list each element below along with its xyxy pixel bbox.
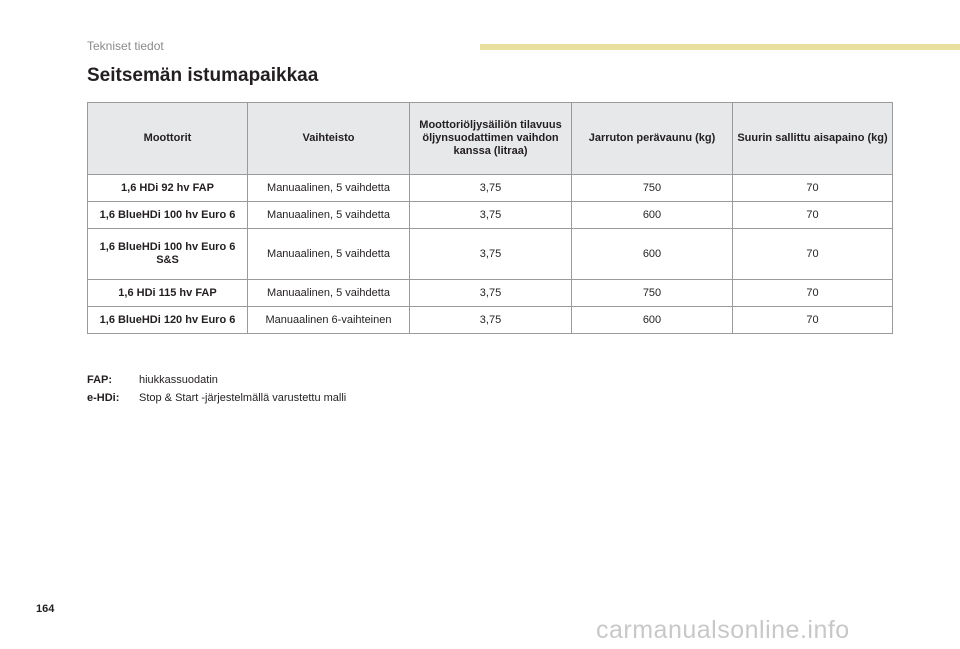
legend-item bbox=[87, 389, 346, 407]
table-row bbox=[88, 307, 893, 334]
cell-gearbox: Manuaalinen, 5 vaihdetta bbox=[248, 175, 410, 202]
cell-oil-capacity: 3,75 bbox=[410, 175, 572, 202]
cell-nose-weight: 70 bbox=[733, 175, 893, 202]
table-row bbox=[88, 202, 893, 229]
cell-engine: 1,6 HDi 115 hv FAP bbox=[88, 280, 248, 307]
table-row bbox=[88, 280, 893, 307]
cell-engine: 1,6 HDi 92 hv FAP bbox=[88, 175, 248, 202]
cell-engine: 1,6 BlueHDi 100 hv Euro 6 bbox=[88, 202, 248, 229]
legend-text: hiukkassuodatin bbox=[139, 374, 218, 386]
legend-text: Stop & Start -järjestelmällä varustettu malli bbox=[139, 392, 347, 404]
header-unbraked-trailer: Jarruton perävaunu (kg) bbox=[572, 103, 733, 175]
cell-unbraked-trailer: 600 bbox=[572, 229, 733, 280]
header-accent-bar bbox=[480, 44, 960, 50]
legend-key: FAP: bbox=[87, 374, 113, 386]
watermark: carmanualsonline.info bbox=[596, 616, 850, 644]
cell-engine: 1,6 BlueHDi 120 hv Euro 6 bbox=[88, 307, 248, 334]
abbreviation-legend bbox=[87, 371, 346, 407]
cell-nose-weight: 70 bbox=[733, 307, 893, 334]
cell-gearbox: Manuaalinen 6-vaihteinen bbox=[248, 307, 410, 334]
page-title: Seitsemän istumapaikkaa bbox=[87, 65, 319, 86]
page-number: 164 bbox=[36, 603, 55, 615]
cell-engine: 1,6 BlueHDi 100 hv Euro 6 S&S bbox=[88, 229, 248, 280]
cell-gearbox: Manuaalinen, 5 vaihdetta bbox=[248, 280, 410, 307]
cell-nose-weight: 70 bbox=[733, 202, 893, 229]
header-oil-capacity: Moottoriöljysäiliön tilavuus öljynsuodattimen vaihdon kanssa (litraa) bbox=[410, 103, 572, 175]
header-max-nose-weight: Suurin sallittu aisapaino (kg) bbox=[733, 103, 893, 175]
table-row bbox=[88, 175, 893, 202]
legend-item bbox=[87, 371, 346, 389]
cell-gearbox: Manuaalinen, 5 vaihdetta bbox=[248, 229, 410, 280]
engine-spec-table bbox=[87, 102, 893, 334]
cell-nose-weight: 70 bbox=[733, 229, 893, 280]
cell-unbraked-trailer: 750 bbox=[572, 175, 733, 202]
table-header-row bbox=[88, 103, 893, 175]
cell-oil-capacity: 3,75 bbox=[410, 229, 572, 280]
cell-unbraked-trailer: 600 bbox=[572, 307, 733, 334]
cell-oil-capacity: 3,75 bbox=[410, 307, 572, 334]
cell-oil-capacity: 3,75 bbox=[410, 202, 572, 229]
table-row bbox=[88, 229, 893, 280]
legend-key: e-HDi: bbox=[87, 392, 120, 404]
cell-unbraked-trailer: 750 bbox=[572, 280, 733, 307]
section-label: Tekniset tiedot bbox=[87, 39, 164, 53]
header-engines: Moottorit bbox=[88, 103, 248, 175]
cell-nose-weight: 70 bbox=[733, 280, 893, 307]
header-gearbox: Vaihteisto bbox=[248, 103, 410, 175]
cell-oil-capacity: 3,75 bbox=[410, 280, 572, 307]
cell-unbraked-trailer: 600 bbox=[572, 202, 733, 229]
cell-gearbox: Manuaalinen, 5 vaihdetta bbox=[248, 202, 410, 229]
